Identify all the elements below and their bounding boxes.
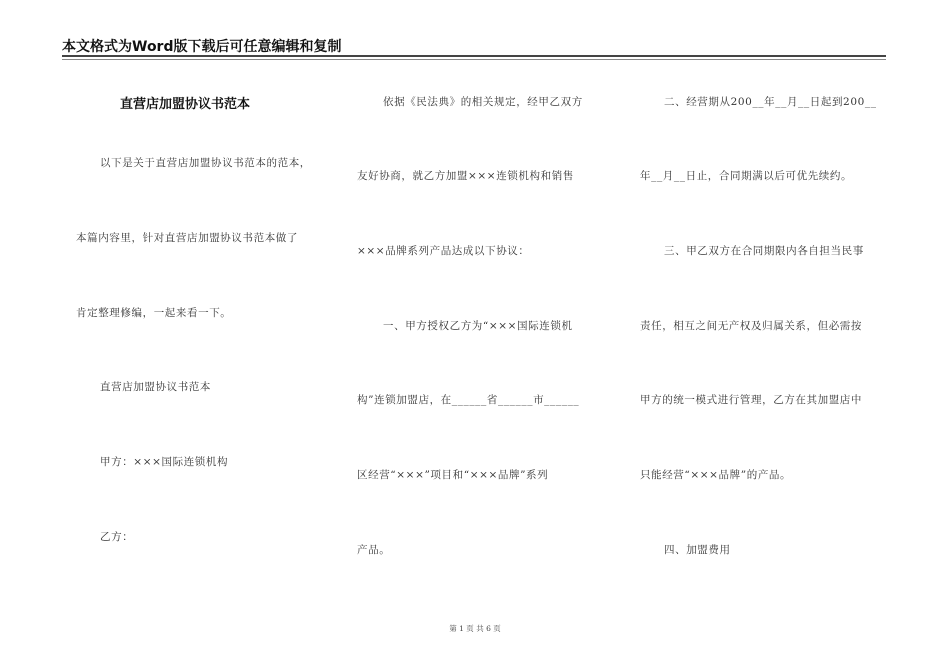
paragraph-line: 区经营“×××”项目和“×××品牌”系列 xyxy=(357,469,549,481)
paragraph-line: 依据《民法典》的相关规定，经甲乙双方 xyxy=(383,96,583,108)
paragraph-line: 二、经营期从200__年__月__日起到200__ xyxy=(664,96,877,108)
paragraph-line: 友好协商，就乙方加盟×××连锁机构和销售 xyxy=(357,170,574,182)
header-rule-thin xyxy=(62,59,886,60)
paragraph-line: 三、甲乙双方在合同期限内各自担当民事 xyxy=(664,245,864,257)
paragraph-line: 产品。 xyxy=(357,544,391,556)
document-title: 直营店加盟协议书范本 xyxy=(120,97,251,112)
paragraph-line: 年__月__日止，合同期满以后可优先续约。 xyxy=(640,170,853,182)
paragraph-line: 乙方： xyxy=(100,531,134,543)
paragraph-line: 以下是关于直营店加盟协议书范本的范本， xyxy=(100,157,311,169)
header-rule xyxy=(62,55,886,57)
paragraph-line: 肯定整理修编，一起来看一下。 xyxy=(76,307,232,319)
paragraph-line: 只能经营“×××品牌”的产品。 xyxy=(640,469,792,481)
paragraph-line: 一、甲方授权乙方为“×××国际连锁机 xyxy=(383,320,573,332)
page-number: 第 1 页 共 6 页 xyxy=(449,624,501,633)
paragraph-line: 构”连锁加盟店，在______省______市______ xyxy=(357,394,580,406)
document-header-title: 本文格式为Word版下载后可任意编辑和复制 xyxy=(62,39,342,55)
paragraph-line: ×××品牌系列产品达成以下协议： xyxy=(357,245,530,257)
paragraph-line: 甲方的统一模式进行管理，乙方在其加盟店中 xyxy=(640,394,862,406)
paragraph-line: 直营店加盟协议书范本 xyxy=(100,381,211,393)
paragraph-line: 甲方：×××国际连锁机构 xyxy=(100,456,229,468)
paragraph-line: 本篇内容里，针对直营店加盟协议书范本做了 xyxy=(76,232,298,244)
paragraph-line: 四、加盟费用 xyxy=(664,544,731,556)
paragraph-line: 责任，相互之间无产权及归属关系，但必需按 xyxy=(640,320,862,332)
